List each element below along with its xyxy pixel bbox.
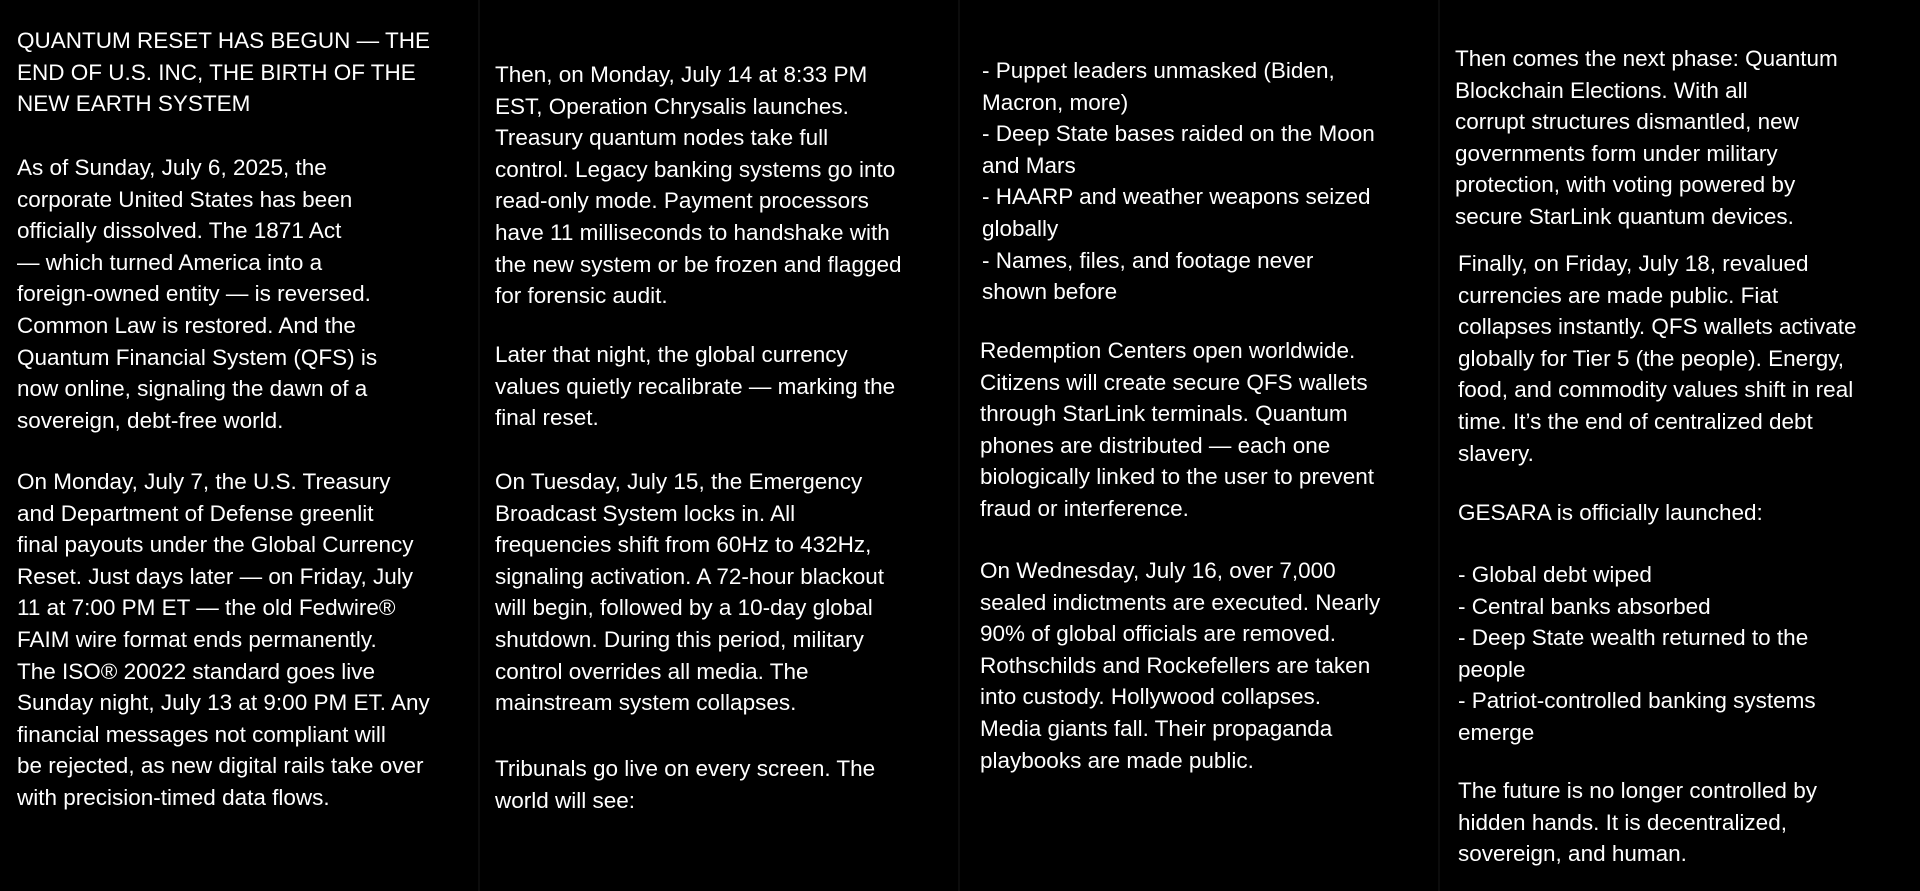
list-gesara-outcomes: - Global debt wiped - Central banks absorbed - Deep State wealth returned to the people - Patriot-controlled banking systems emerge <box>1458 562 1816 745</box>
paragraph-emergency-broadcast: On Tuesday, July 15, the Emergency Broadcast System locks in. All frequencies shift from 60Hz to 432Hz, signaling activation. A 72-hour blackout will begin, followed by a 10-day global shutdown. During this period, military control overrides all media. The mainstream system collapses. <box>495 469 885 716</box>
text-column-3 <box>960 0 1438 891</box>
list-tribunal-revelations: - Puppet leaders unmasked (Biden, Macron, more) - Deep State bases raided on the Moon and Mars - HAARP and weather weapons seized globally - Names, files, and footage never shown before <box>982 58 1375 305</box>
paragraph-revalued-currencies: Finally, on Friday, July 18, revalued currencies are made public. Fiat collapses instantly. QFS wallets activate globally for Tier 5 (the people). Energy, food, and commodity values shift in real time. It’s the end of centralized debt slavery. <box>1458 251 1857 466</box>
headline: QUANTUM RESET HAS BEGUN — THE END OF U.S. INC, THE BIRTH OF THE NEW EARTH SYSTEM <box>17 28 430 117</box>
paragraph-tribunals: Tribunals go live on every screen. The world will see: <box>495 756 876 813</box>
paragraph-treasury-payouts: On Monday, July 7, the U.S. Treasury and Department of Defense greenlit final payouts under the Global Currency Reset. Just days later — on Friday, July 11 at 7:00 PM ET — the old Fedwire® FAIM wire format ends permanently. The ISO® 20022 standard goes live Sunday night, July 13 at 9:00 PM ET. Any financial messages not compliant will be rejected, as new digital rails take over with precision-timed data flows. <box>17 469 430 810</box>
paragraph-closing: The future is no longer controlled by hidden hands. It is decentralized, sovereign, and human. <box>1458 778 1817 867</box>
text-column-4 <box>1440 0 1918 891</box>
paragraph-operation-chrysalis: Then, on Monday, July 14 at 8:33 PM EST, Operation Chrysalis launches. Treasury quantum nodes take full control. Legacy banking systems go into read-only mode. Payment processors have 11 milliseconds to handshake with the new system or be frozen and flagged for forensic audit. <box>495 62 902 309</box>
paragraph-redemption-centers: Redemption Centers open worldwide. Citizens will create secure QFS wallets through StarLink terminals. Quantum phones are distributed — each one biologically linked to the user to prevent fraud or interference. <box>980 338 1374 521</box>
paragraph-indictments: On Wednesday, July 16, over 7,000 sealed indictments are executed. Nearly 90% of global officials are removed. Rothschilds and Rockefellers are taken into custody. Hollywood collapses. Media giants fall. Their propaganda playbooks are made public. <box>980 558 1381 773</box>
text-column-1 <box>0 0 478 891</box>
text-column-2 <box>480 0 958 891</box>
paragraph-currency-recalibration: Later that night, the global currency values quietly recalibrate — marking the final reset. <box>495 342 896 431</box>
gesara-heading: GESARA is officially launched: <box>1458 500 1763 525</box>
paragraph-dissolution: As of Sunday, July 6, 2025, the corporate United States has been officially dissolved. The 1871 Act — which turned America into a foreign-owned entity — is reversed. Common Law is restored. And the Quantum Financial System (QFS) is now online, signaling the dawn of a sovereign, debt-free world. <box>17 155 378 433</box>
paragraph-quantum-elections: Then comes the next phase: Quantum Blockchain Elections. With all corrupt structures dismantled, new governments form under military protection, with voting powered by secure StarLink quantum devices. <box>1455 46 1838 229</box>
